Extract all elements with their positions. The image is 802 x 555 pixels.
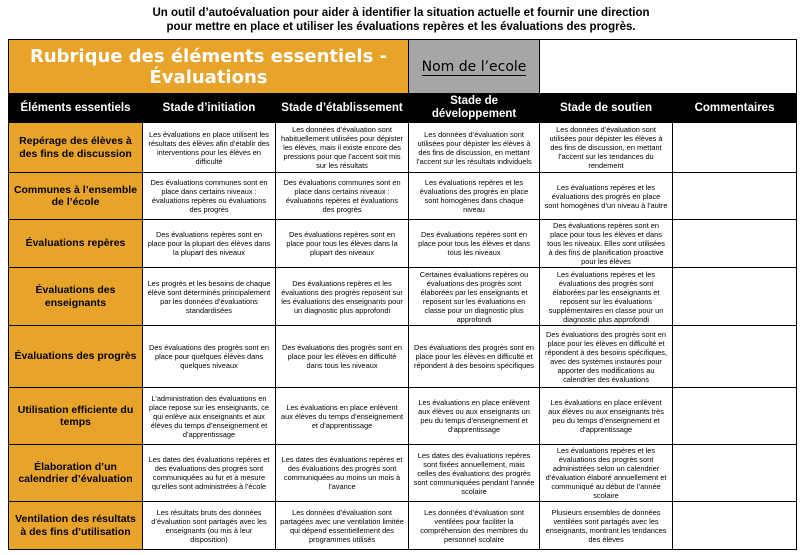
header-row xyxy=(9,94,797,123)
cell-developpement: Des évaluations repères sont en place pour tous les élèves et dans tous les niveaux xyxy=(409,220,540,268)
cell-developpement: Les évaluations en place enlèvent aux élèves ou aux enseignants un peu du temps d’enseignement et d’apprentissage xyxy=(409,388,540,445)
cell-initiation: Les évaluations en place utilisent les résultats des élèves afin d’établir des interventions pour les élèves en difficulté xyxy=(143,123,276,173)
cell-etablissement: Des évaluations des progrès sont en place pour les élèves en difficulté dans tous les niveaux xyxy=(276,326,409,388)
comment-cell xyxy=(673,326,797,388)
cell-etablissement: Les données d’évaluation sont habituellement utilisées pour dépister les élèves, mais il existe encore des pressions pour que l’accent soit mis sur les résultats xyxy=(276,123,409,173)
row-label: Évaluations repères xyxy=(9,220,143,268)
cell-developpement: Des évaluations des progrès sont en place pour les élèves en difficulté et répondent à des besoins spécifiques xyxy=(409,326,540,388)
table-row xyxy=(9,173,797,220)
table-row xyxy=(9,123,797,173)
row-label: Élaboration d’un calendrier d’évaluation xyxy=(9,445,143,502)
header-developpement: Stade de développement xyxy=(409,94,540,123)
row-label: Évaluations des progrès xyxy=(9,326,143,388)
cell-etablissement: Les données d’évaluation sont partagées avec une ventilation limitée qui dépend essentiellement des programmes utilisés xyxy=(276,502,409,550)
comment-cell xyxy=(673,220,797,268)
row-label: Communes à l’ensemble de l’école xyxy=(9,173,143,220)
row-label: Ventilation des résultats à des fins d’utilisation xyxy=(9,502,143,550)
cell-etablissement: Des évaluations repères et les évaluations des progrès reposent sur les évaluations des enseignants pour un diagnostic plus approfondi xyxy=(276,268,409,326)
cell-etablissement: Les évaluations en place enlèvent aux élèves du temps d’enseignement et d’apprentissage xyxy=(276,388,409,445)
header-commentaires: Commentaires xyxy=(673,94,797,123)
intro-line-2: pour mettre en place et utiliser les évaluations repères et les évaluations des progrès. xyxy=(166,21,636,33)
cell-initiation: Des évaluations communes sont en place dans certains niveaux : évaluations repères ou évaluations des progrès xyxy=(143,173,276,220)
comment-cell xyxy=(673,123,797,173)
cell-developpement: Les données d’évaluation sont utilisées pour dépister les élèves à des fins de discussion, en mettant l’accent sur les résultats individuels xyxy=(409,123,540,173)
comment-cell xyxy=(673,268,797,326)
cell-soutien: Les données d’évaluation sont utilisées pour dépister les élèves à des fins de discussion, en mettant l’accent sur les tendances du rendement xyxy=(540,123,673,173)
cell-initiation: L’administration des évaluations en place repose sur les enseignants, ce qui enlève aux enseignants et aux élèves du temps d’enseignement et d’apprentissage xyxy=(143,388,276,445)
row-label: Repérage des élèves à des fins de discussion xyxy=(9,123,143,173)
cell-etablissement: Les dates des évaluations repères et des évaluations des progrès sont communiquées au moins un mois à l’avance xyxy=(276,445,409,502)
cell-developpement: Les données d’évaluation sont ventilées pour faciliter la compréhension des membres du personnel scolaire xyxy=(409,502,540,550)
table-row xyxy=(9,220,797,268)
cell-developpement: Les évaluations repères et les évaluations des progrès en place sont homogènes dans chaque niveau xyxy=(409,173,540,220)
cell-initiation: Les résultats bruts des données d’évaluation sont partagés avec les enseignants (ou mis à leur disposition) xyxy=(143,502,276,550)
rubric-title-line-1: Rubrique des éléments essentiels - xyxy=(29,45,388,67)
rubric-title xyxy=(9,40,409,94)
header-etablissement: Stade d’établissement xyxy=(276,94,409,123)
header-soutien: Stade de soutien xyxy=(540,94,673,123)
header-elements: Éléments essentiels xyxy=(9,94,143,123)
cell-soutien: Des évaluations repères sont en place pour tous les élèves et dans tous les niveaux. Elles sont utilisées à des fins de planification proactive pour les élèves xyxy=(540,220,673,268)
row-label: Évaluations des enseignants xyxy=(9,268,143,326)
table-row xyxy=(9,502,797,550)
cell-soutien: Les évaluations repères et les évaluations des progrès en place sont homogènes d’un niveau à l’autre xyxy=(540,173,673,220)
comment-cell xyxy=(673,388,797,445)
cell-initiation: Les dates des évaluations repères et des évaluations des progrès sont communiquées au fur et à mesure qu’elles sont administrées à l’école xyxy=(143,445,276,502)
cell-soutien: Les évaluations repères et les évaluations des progrès sont élaborées par les enseignants et reposent sur les évaluations supplémentaires en classe pour un diagnostic plus approfondi xyxy=(540,268,673,326)
intro-text xyxy=(0,6,802,34)
cell-soutien: Des évaluations des progrès sont en place pour les élèves en difficulté et répondent à des besoins spécifiques, avec des systèmes instaurés pour apporter des modifications au calendrier des évaluations xyxy=(540,326,673,388)
row-label: Utilisation efficiente du temps xyxy=(9,388,143,445)
intro-line-1: Un outil d’autoévaluation pour aider à identifier la situation actuelle et fournir une direction xyxy=(152,7,650,19)
title-row xyxy=(9,40,797,94)
header-initiation: Stade d’initiation xyxy=(143,94,276,123)
comment-cell xyxy=(673,173,797,220)
cell-initiation: Des évaluations repères sont en place pour la plupart des élèves dans la plupart des niveaux xyxy=(143,220,276,268)
table-row xyxy=(9,388,797,445)
cell-etablissement: Des évaluations repères sont en place pour tous les élèves dans la plupart des niveaux xyxy=(276,220,409,268)
table-row xyxy=(9,326,797,388)
rubric-table xyxy=(8,39,797,550)
comment-cell xyxy=(673,445,797,502)
comment-cell xyxy=(673,502,797,550)
rubric-title-line-2: Évaluations xyxy=(149,66,268,88)
cell-developpement: Certaines évaluations repères ou évaluations des progrès sont élaborées par les enseignants et reposent sur les évaluations en classe pour un diagnostic plus approfondi xyxy=(409,268,540,326)
cell-initiation: Des évaluations des progrès sont en place pour quelques élèves dans quelques niveaux xyxy=(143,326,276,388)
table-row xyxy=(9,268,797,326)
school-name-cell xyxy=(409,40,540,94)
cell-soutien: Les évaluations repères et les évaluations des progrès sont administrées selon un calendrier d’évaluation élaboré annuellement et communiqué au début de l’année scolaire xyxy=(540,445,673,502)
table-row xyxy=(9,445,797,502)
cell-initiation: Les progrès et les besoins de chaque élève sont déterminés principalement par les données d’évaluations standardisées xyxy=(143,268,276,326)
cell-developpement: Les dates des évaluations repères sont fixées annuellement, mais celles des évaluations des progrès sont communiquées pendant l’année scolaire xyxy=(409,445,540,502)
cell-soutien: Plusieurs ensembles de données ventilées sont partagés avec les enseignants, montrant les tendances des élèves xyxy=(540,502,673,550)
cell-soutien: Les évaluations en place enlèvent aux élèves ou aux enseignants très peu du temps d’enseignement et d’apprentissage xyxy=(540,388,673,445)
school-name: Nom de l’ecole xyxy=(421,58,527,75)
school-name-blank xyxy=(540,40,797,94)
cell-etablissement: Des évaluations communes sont en place dans certains niveaux : évaluations repères et évaluations des progrès xyxy=(276,173,409,220)
